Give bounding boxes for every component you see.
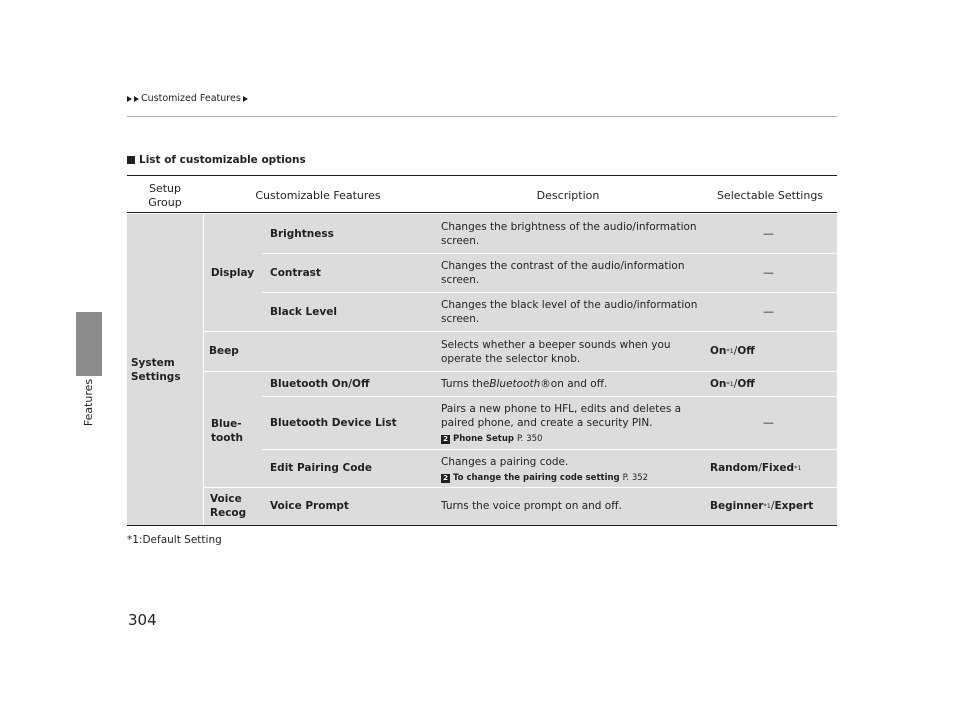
feature-bluetooth-on-off: Bluetooth On/Off [270, 377, 370, 390]
setting-bluetooth-device-list: — [763, 416, 774, 429]
row-divider [262, 292, 837, 293]
description-voice-prompt: Turns the voice prompt on and off. [441, 500, 622, 512]
cross-reference-pairing-code[interactable]: 2 To change the pairing code setting P. 352 [441, 471, 648, 485]
column-header-description: Description [536, 189, 600, 202]
setting-voice-prompt: Beginner *1 / Expert [710, 500, 814, 512]
square-bullet-icon [127, 156, 135, 164]
feature-voice-prompt: Voice Prompt [270, 500, 349, 512]
column-header-features: Customizable Features [255, 189, 381, 202]
column-header-settings: Selectable Settings [716, 189, 824, 202]
setting-black-level: — [763, 305, 774, 318]
breadcrumb-arrow-icon [127, 96, 132, 102]
setting-beep: On *1 / Off [710, 345, 755, 357]
description-contrast: Changes the contrast of the audio/information screen. [441, 260, 685, 286]
footnote: *1:Default Setting [127, 534, 222, 546]
group-system-settings: System Settings [131, 357, 181, 383]
reference-arrow-icon: 2 [441, 474, 450, 483]
feature-brightness: Brightness [270, 227, 334, 240]
breadcrumb-item[interactable]: Customized Features [141, 93, 241, 104]
description-edit-pairing-code: Changes a pairing code. 2 To change the pairing code setting P. 352 [441, 456, 649, 483]
group-voice-recog: Voice Recog [210, 493, 247, 519]
setting-brightness: — [763, 227, 774, 240]
reference-arrow-icon: 2 [441, 435, 450, 444]
setting-edit-pairing-code: Random / Fixed *1 [710, 462, 802, 474]
breadcrumb [127, 93, 248, 104]
header-rule [127, 116, 837, 117]
group-beep: Beep [209, 345, 239, 357]
table-top-rule [127, 175, 837, 176]
chapter-label: Features [82, 378, 96, 426]
feature-black-level: Black Level [270, 305, 337, 318]
column-header-setup-group: Setup Group [148, 182, 182, 209]
page-number: 304 [128, 611, 157, 629]
section-title: List of customizable options [127, 154, 306, 166]
feature-bluetooth-device-list: Bluetooth Device List [270, 416, 397, 429]
description-bluetooth-device-list: Pairs a new phone to HFL, edits and deletes a paired phone, and create a security PIN. 2 Phone Setup P. 350 [441, 403, 682, 444]
setting-contrast: — [763, 266, 774, 279]
group-display: Display [210, 266, 255, 279]
table-bottom-rule [127, 525, 837, 526]
group-bluetooth: Blue- tooth [211, 418, 243, 444]
setting-bluetooth-on-off: On *1 / Off [710, 377, 755, 390]
description-beep: Selects whether a beeper sounds when you operate the selector knob. [441, 339, 671, 365]
chapter-tab [76, 312, 102, 376]
cross-reference-phone-setup[interactable]: 2 Phone Setup P. 350 [441, 432, 681, 446]
description-black-level: Changes the black level of the audio/information screen. [441, 299, 698, 325]
description-bluetooth-on-off: Turns the Bluetooth ® on and off. [441, 377, 608, 390]
breadcrumb-arrow-icon [134, 96, 139, 102]
breadcrumb-arrow-icon [243, 96, 248, 102]
feature-edit-pairing-code: Edit Pairing Code [270, 462, 373, 474]
description-brightness: Changes the brightness of the audio/information screen. [441, 221, 697, 247]
row-divider [262, 253, 837, 254]
table-header-rule [127, 212, 837, 213]
feature-contrast: Contrast [270, 266, 321, 279]
